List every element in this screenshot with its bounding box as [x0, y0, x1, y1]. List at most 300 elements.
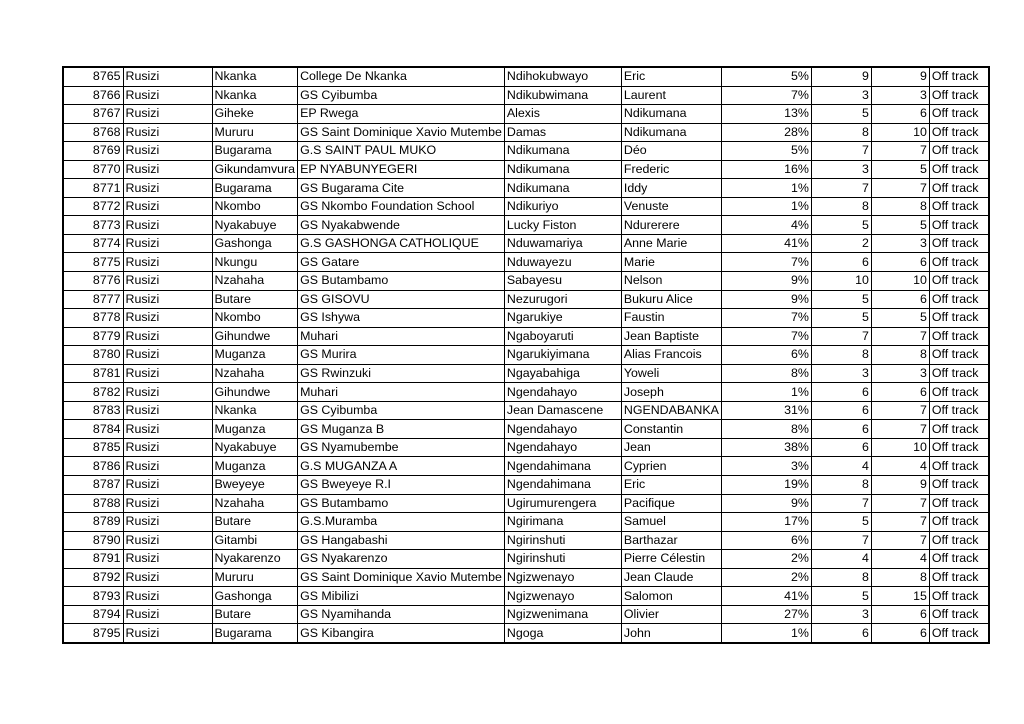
- cell-status: Off track: [929, 179, 989, 198]
- cell-score-b: 10: [871, 272, 929, 291]
- cell-status: Off track: [929, 513, 989, 532]
- table-row: [63, 457, 989, 476]
- cell-sector: Butare: [212, 605, 298, 624]
- cell-status: Off track: [929, 67, 989, 86]
- cell-district: Rusizi: [123, 513, 212, 532]
- cell-score-a: 5: [811, 587, 871, 606]
- cell-district: Rusizi: [123, 568, 212, 587]
- cell-last-name: Jean Damascene: [504, 401, 621, 420]
- cell-district: Rusizi: [123, 401, 212, 420]
- cell-score-b: 7: [871, 494, 929, 513]
- cell-id: 8786: [63, 457, 123, 476]
- cell-score-b: 15: [871, 587, 929, 606]
- cell-status: Off track: [929, 234, 989, 253]
- table-row: [63, 383, 989, 402]
- cell-last-name: Ndikuriyo: [504, 197, 621, 216]
- cell-school: GS GISOVU: [298, 290, 505, 309]
- cell-id: 8767: [63, 105, 123, 124]
- table-row: [63, 142, 989, 161]
- cell-score-a: 9: [811, 67, 871, 86]
- table-row: [63, 624, 989, 643]
- cell-id: 8779: [63, 327, 123, 346]
- cell-score-a: 8: [811, 197, 871, 216]
- cell-last-name: Ngizwenayo: [504, 587, 621, 606]
- cell-first-name: John: [621, 624, 721, 643]
- table-row: [63, 494, 989, 513]
- cell-status: Off track: [929, 105, 989, 124]
- cell-last-name: Lucky Fiston: [504, 216, 621, 235]
- cell-percent: 16%: [721, 160, 811, 179]
- cell-percent: 17%: [721, 513, 811, 532]
- cell-id: 8789: [63, 513, 123, 532]
- cell-last-name: Ngizwenimana: [504, 605, 621, 624]
- cell-sector: Butare: [212, 290, 298, 309]
- cell-id: 8793: [63, 587, 123, 606]
- cell-district: Rusizi: [123, 531, 212, 550]
- cell-score-b: 4: [871, 550, 929, 569]
- table-row: [63, 253, 989, 272]
- cell-percent: 2%: [721, 568, 811, 587]
- cell-district: Rusizi: [123, 290, 212, 309]
- cell-sector: Bugarama: [212, 179, 298, 198]
- cell-last-name: Alexis: [504, 105, 621, 124]
- cell-last-name: Ngendahimana: [504, 476, 621, 495]
- cell-id: 8792: [63, 568, 123, 587]
- cell-score-a: 5: [811, 309, 871, 328]
- cell-last-name: Ndikumana: [504, 160, 621, 179]
- cell-first-name: Constantin: [621, 420, 721, 439]
- cell-score-a: 2: [811, 234, 871, 253]
- cell-school: GS Ishywa: [298, 309, 505, 328]
- cell-percent: 5%: [721, 67, 811, 86]
- cell-district: Rusizi: [123, 550, 212, 569]
- table-row: [63, 179, 989, 198]
- cell-score-b: 10: [871, 438, 929, 457]
- cell-percent: 8%: [721, 364, 811, 383]
- cell-percent: 38%: [721, 438, 811, 457]
- cell-score-a: 8: [811, 123, 871, 142]
- cell-district: Rusizi: [123, 624, 212, 643]
- cell-sector: Nzahaha: [212, 494, 298, 513]
- cell-score-b: 10: [871, 123, 929, 142]
- cell-last-name: Ndikumana: [504, 179, 621, 198]
- cell-score-a: 3: [811, 86, 871, 105]
- cell-last-name: Ngirinshuti: [504, 531, 621, 550]
- cell-first-name: Salomon: [621, 587, 721, 606]
- cell-first-name: Joseph: [621, 383, 721, 402]
- cell-id: 8765: [63, 67, 123, 86]
- cell-first-name: Eric: [621, 67, 721, 86]
- cell-score-b: 8: [871, 568, 929, 587]
- cell-score-a: 7: [811, 142, 871, 161]
- cell-percent: 6%: [721, 346, 811, 365]
- cell-first-name: Barthazar: [621, 531, 721, 550]
- cell-score-a: 5: [811, 290, 871, 309]
- cell-status: Off track: [929, 309, 989, 328]
- cell-last-name: Ngizwenayo: [504, 568, 621, 587]
- cell-score-a: 7: [811, 531, 871, 550]
- cell-score-b: 9: [871, 67, 929, 86]
- cell-id: 8777: [63, 290, 123, 309]
- cell-school: GS Bugarama Cite: [298, 179, 505, 198]
- cell-id: 8783: [63, 401, 123, 420]
- cell-last-name: Ngendahayo: [504, 438, 621, 457]
- table-row: [63, 420, 989, 439]
- cell-score-a: 6: [811, 253, 871, 272]
- cell-last-name: Ngirinshuti: [504, 550, 621, 569]
- cell-score-a: 6: [811, 401, 871, 420]
- cell-first-name: Déo: [621, 142, 721, 161]
- cell-school: G.S GASHONGA CATHOLIQUE: [298, 234, 505, 253]
- cell-district: Rusizi: [123, 605, 212, 624]
- cell-school: GS Nyamubembe: [298, 438, 505, 457]
- cell-school: GS Butambamo: [298, 494, 505, 513]
- cell-school: College De Nkanka: [298, 67, 505, 86]
- cell-percent: 1%: [721, 197, 811, 216]
- cell-last-name: Ngirimana: [504, 513, 621, 532]
- cell-sector: Giheke: [212, 105, 298, 124]
- table-row: [63, 160, 989, 179]
- cell-score-b: 7: [871, 531, 929, 550]
- cell-last-name: Ndihokubwayo: [504, 67, 621, 86]
- cell-percent: 6%: [721, 531, 811, 550]
- cell-last-name: Nduwamariya: [504, 234, 621, 253]
- cell-first-name: Pacifique: [621, 494, 721, 513]
- cell-school: GS Saint Dominique Xavio Mutembe: [298, 568, 505, 587]
- cell-district: Rusizi: [123, 420, 212, 439]
- cell-district: Rusizi: [123, 272, 212, 291]
- cell-first-name: Nelson: [621, 272, 721, 291]
- cell-id: 8780: [63, 346, 123, 365]
- table-row: [63, 550, 989, 569]
- cell-sector: Nzahaha: [212, 272, 298, 291]
- cell-sector: Gikundamvura: [212, 160, 298, 179]
- cell-last-name: Ngoga: [504, 624, 621, 643]
- cell-school: G.S MUGANZA A: [298, 457, 505, 476]
- cell-last-name: Ngarukiyimana: [504, 346, 621, 365]
- cell-district: Rusizi: [123, 383, 212, 402]
- cell-school: GS Kibangira: [298, 624, 505, 643]
- cell-id: 8771: [63, 179, 123, 198]
- cell-score-a: 8: [811, 568, 871, 587]
- cell-id: 8794: [63, 605, 123, 624]
- cell-school: GS Nkombo Foundation School: [298, 197, 505, 216]
- cell-last-name: Ngarukiye: [504, 309, 621, 328]
- cell-last-name: Ugirumurengera: [504, 494, 621, 513]
- cell-sector: Muganza: [212, 346, 298, 365]
- cell-status: Off track: [929, 364, 989, 383]
- cell-school: GS Muganza B: [298, 420, 505, 439]
- cell-sector: Nkombo: [212, 197, 298, 216]
- cell-sector: Nkungu: [212, 253, 298, 272]
- cell-percent: 9%: [721, 494, 811, 513]
- cell-percent: 7%: [721, 86, 811, 105]
- table-row: [63, 272, 989, 291]
- cell-score-b: 8: [871, 346, 929, 365]
- cell-score-a: 7: [811, 327, 871, 346]
- cell-first-name: Eric: [621, 476, 721, 495]
- cell-percent: 7%: [721, 309, 811, 328]
- cell-score-b: 9: [871, 476, 929, 495]
- cell-first-name: Jean: [621, 438, 721, 457]
- table-row: [63, 67, 989, 86]
- cell-score-b: 3: [871, 86, 929, 105]
- cell-score-b: 7: [871, 142, 929, 161]
- data-table: [62, 66, 990, 644]
- cell-score-b: 5: [871, 216, 929, 235]
- cell-sector: Gitambi: [212, 531, 298, 550]
- cell-status: Off track: [929, 457, 989, 476]
- cell-last-name: Sabayesu: [504, 272, 621, 291]
- cell-first-name: Pierre Célestin: [621, 550, 721, 569]
- cell-school: G.S.Muramba: [298, 513, 505, 532]
- cell-id: 8784: [63, 420, 123, 439]
- cell-last-name: Ngaboyaruti: [504, 327, 621, 346]
- cell-district: Rusizi: [123, 327, 212, 346]
- cell-first-name: Venuste: [621, 197, 721, 216]
- cell-sector: Nkanka: [212, 67, 298, 86]
- cell-percent: 8%: [721, 420, 811, 439]
- cell-score-b: 8: [871, 197, 929, 216]
- cell-percent: 19%: [721, 476, 811, 495]
- cell-district: Rusizi: [123, 234, 212, 253]
- cell-score-a: 6: [811, 420, 871, 439]
- cell-school: EP Rwega: [298, 105, 505, 124]
- cell-district: Rusizi: [123, 309, 212, 328]
- cell-status: Off track: [929, 346, 989, 365]
- table-row: [63, 327, 989, 346]
- cell-percent: 3%: [721, 457, 811, 476]
- cell-school: GS Cyibumba: [298, 86, 505, 105]
- cell-percent: 5%: [721, 142, 811, 161]
- cell-score-b: 4: [871, 457, 929, 476]
- cell-percent: 13%: [721, 105, 811, 124]
- cell-school: GS Murira: [298, 346, 505, 365]
- cell-district: Rusizi: [123, 86, 212, 105]
- cell-last-name: Ngendahimana: [504, 457, 621, 476]
- cell-score-a: 3: [811, 160, 871, 179]
- cell-school: GS Cyibumba: [298, 401, 505, 420]
- cell-sector: Muganza: [212, 420, 298, 439]
- cell-first-name: Ndikumana: [621, 105, 721, 124]
- table-row: [63, 401, 989, 420]
- cell-id: 8776: [63, 272, 123, 291]
- cell-first-name: NGENDABANKA: [621, 401, 721, 420]
- cell-percent: 9%: [721, 272, 811, 291]
- cell-sector: Gihundwe: [212, 327, 298, 346]
- cell-school: Muhari: [298, 383, 505, 402]
- cell-status: Off track: [929, 420, 989, 439]
- cell-district: Rusizi: [123, 346, 212, 365]
- cell-first-name: Alias Francois: [621, 346, 721, 365]
- cell-status: Off track: [929, 587, 989, 606]
- cell-district: Rusizi: [123, 142, 212, 161]
- cell-first-name: Ndurerere: [621, 216, 721, 235]
- cell-status: Off track: [929, 438, 989, 457]
- cell-id: 8795: [63, 624, 123, 643]
- cell-school: GS Nyakabwende: [298, 216, 505, 235]
- cell-score-a: 6: [811, 383, 871, 402]
- cell-school: GS Gatare: [298, 253, 505, 272]
- cell-percent: 7%: [721, 327, 811, 346]
- cell-first-name: Laurent: [621, 86, 721, 105]
- table-row: [63, 568, 989, 587]
- table-row: [63, 216, 989, 235]
- cell-id: 8791: [63, 550, 123, 569]
- cell-score-a: 7: [811, 179, 871, 198]
- table-body: [63, 67, 989, 643]
- cell-status: Off track: [929, 624, 989, 643]
- cell-sector: Bugarama: [212, 142, 298, 161]
- cell-status: Off track: [929, 550, 989, 569]
- cell-last-name: Damas: [504, 123, 621, 142]
- cell-score-b: 7: [871, 179, 929, 198]
- cell-score-a: 4: [811, 457, 871, 476]
- cell-id: 8782: [63, 383, 123, 402]
- cell-score-a: 6: [811, 438, 871, 457]
- cell-sector: Butare: [212, 513, 298, 532]
- cell-id: 8772: [63, 197, 123, 216]
- cell-score-b: 6: [871, 605, 929, 624]
- cell-first-name: Marie: [621, 253, 721, 272]
- cell-last-name: Ndikumana: [504, 142, 621, 161]
- cell-id: 8774: [63, 234, 123, 253]
- cell-district: Rusizi: [123, 179, 212, 198]
- cell-sector: Nyakabuye: [212, 438, 298, 457]
- cell-school: GS Nyakarenzo: [298, 550, 505, 569]
- table-row: [63, 290, 989, 309]
- cell-score-b: 7: [871, 513, 929, 532]
- cell-id: 8790: [63, 531, 123, 550]
- table-row: [63, 587, 989, 606]
- cell-first-name: Samuel: [621, 513, 721, 532]
- cell-status: Off track: [929, 272, 989, 291]
- table-row: [63, 605, 989, 624]
- cell-percent: 4%: [721, 216, 811, 235]
- cell-id: 8781: [63, 364, 123, 383]
- cell-sector: Nyakarenzo: [212, 550, 298, 569]
- cell-first-name: Ndikumana: [621, 123, 721, 142]
- cell-school: GS Butambamo: [298, 272, 505, 291]
- cell-status: Off track: [929, 605, 989, 624]
- cell-status: Off track: [929, 123, 989, 142]
- cell-status: Off track: [929, 531, 989, 550]
- cell-score-a: 5: [811, 513, 871, 532]
- cell-district: Rusizi: [123, 105, 212, 124]
- cell-school: GS Bweyeye R.I: [298, 476, 505, 495]
- cell-percent: 41%: [721, 234, 811, 253]
- cell-status: Off track: [929, 142, 989, 161]
- cell-percent: 27%: [721, 605, 811, 624]
- cell-status: Off track: [929, 290, 989, 309]
- cell-id: 8773: [63, 216, 123, 235]
- table-row: [63, 438, 989, 457]
- cell-score-a: 7: [811, 494, 871, 513]
- cell-sector: Muganza: [212, 457, 298, 476]
- cell-percent: 1%: [721, 624, 811, 643]
- table-row: [63, 123, 989, 142]
- cell-score-b: 6: [871, 383, 929, 402]
- cell-school: GS Mibilizi: [298, 587, 505, 606]
- cell-id: 8787: [63, 476, 123, 495]
- cell-school: GS Hangabashi: [298, 531, 505, 550]
- table-row: [63, 364, 989, 383]
- cell-district: Rusizi: [123, 253, 212, 272]
- cell-last-name: Ndikubwimana: [504, 86, 621, 105]
- cell-id: 8778: [63, 309, 123, 328]
- table-row: [63, 309, 989, 328]
- cell-sector: Nkanka: [212, 401, 298, 420]
- cell-score-b: 3: [871, 364, 929, 383]
- cell-sector: Gihundwe: [212, 383, 298, 402]
- cell-district: Rusizi: [123, 197, 212, 216]
- cell-district: Rusizi: [123, 476, 212, 495]
- cell-district: Rusizi: [123, 67, 212, 86]
- cell-status: Off track: [929, 86, 989, 105]
- cell-district: Rusizi: [123, 160, 212, 179]
- cell-district: Rusizi: [123, 587, 212, 606]
- table-row: [63, 86, 989, 105]
- cell-first-name: Olivier: [621, 605, 721, 624]
- cell-id: 8768: [63, 123, 123, 142]
- cell-percent: 9%: [721, 290, 811, 309]
- cell-score-b: 6: [871, 105, 929, 124]
- cell-first-name: Jean Baptiste: [621, 327, 721, 346]
- cell-sector: Mururu: [212, 123, 298, 142]
- table-row: [63, 476, 989, 495]
- cell-percent: 1%: [721, 383, 811, 402]
- table-row: [63, 531, 989, 550]
- cell-id: 8766: [63, 86, 123, 105]
- cell-district: Rusizi: [123, 494, 212, 513]
- cell-first-name: Iddy: [621, 179, 721, 198]
- cell-score-a: 3: [811, 364, 871, 383]
- cell-first-name: Frederic: [621, 160, 721, 179]
- cell-status: Off track: [929, 476, 989, 495]
- cell-score-a: 8: [811, 476, 871, 495]
- cell-last-name: Nezurugori: [504, 290, 621, 309]
- cell-last-name: Ngendahayo: [504, 383, 621, 402]
- cell-last-name: Ngayabahiga: [504, 364, 621, 383]
- cell-score-b: 5: [871, 309, 929, 328]
- cell-sector: Bweyeye: [212, 476, 298, 495]
- cell-first-name: Bukuru Alice: [621, 290, 721, 309]
- table-row: [63, 197, 989, 216]
- cell-score-b: 6: [871, 253, 929, 272]
- cell-status: Off track: [929, 327, 989, 346]
- cell-sector: Gashonga: [212, 234, 298, 253]
- cell-percent: 28%: [721, 123, 811, 142]
- cell-score-b: 7: [871, 327, 929, 346]
- cell-sector: Gashonga: [212, 587, 298, 606]
- cell-first-name: Jean Claude: [621, 568, 721, 587]
- cell-id: 8785: [63, 438, 123, 457]
- cell-district: Rusizi: [123, 216, 212, 235]
- cell-score-b: 5: [871, 160, 929, 179]
- cell-status: Off track: [929, 383, 989, 402]
- cell-first-name: Faustin: [621, 309, 721, 328]
- cell-status: Off track: [929, 197, 989, 216]
- cell-last-name: Ngendahayo: [504, 420, 621, 439]
- cell-first-name: Yoweli: [621, 364, 721, 383]
- cell-school: G.S SAINT PAUL MUKO: [298, 142, 505, 161]
- cell-id: 8775: [63, 253, 123, 272]
- cell-school: GS Rwinzuki: [298, 364, 505, 383]
- cell-score-b: 7: [871, 420, 929, 439]
- cell-score-b: 6: [871, 290, 929, 309]
- table-row: [63, 513, 989, 532]
- cell-sector: Nkombo: [212, 309, 298, 328]
